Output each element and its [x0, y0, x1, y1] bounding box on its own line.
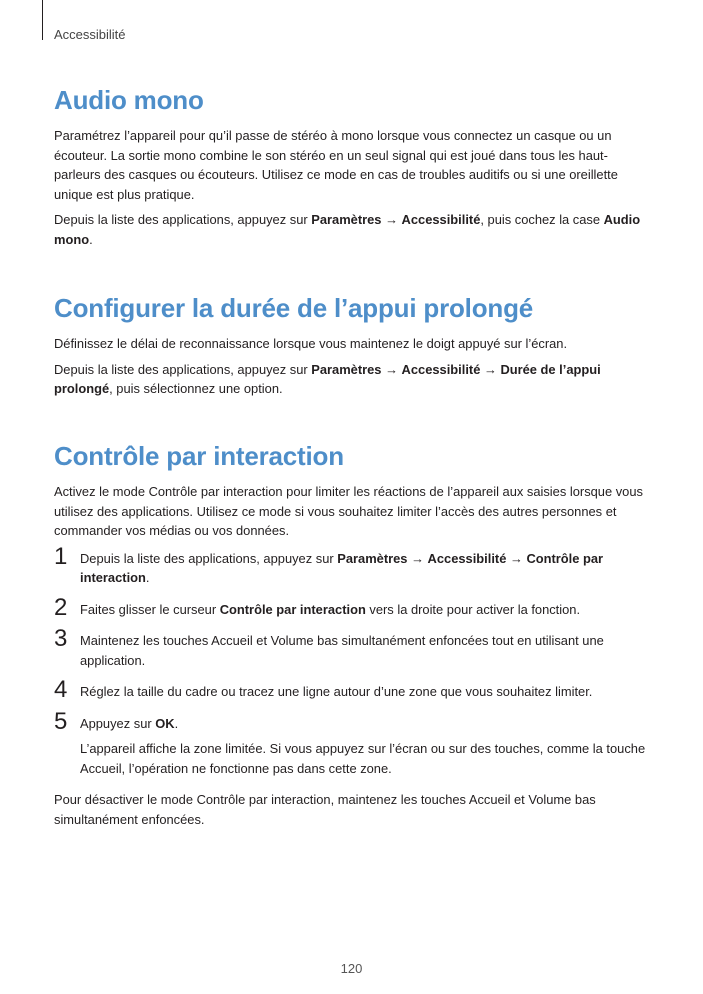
step-2: [54, 593, 654, 621]
header-rule: [42, 0, 43, 40]
step-text: Faites glisser le curseur Contrôle par interaction vers la droite pour activer la fonction.: [80, 601, 581, 617]
page-number: 120: [340, 961, 363, 976]
arrow: →: [480, 361, 501, 377]
running-header: Accessibilité: [54, 27, 126, 42]
menu-path-controle-interaction: Contrôle par interaction: [80, 550, 604, 585]
step-number: 5: [54, 707, 68, 735]
step-number: 4: [54, 676, 68, 703]
step-text: Appuyez sur OK.: [80, 715, 179, 731]
step-list: [54, 542, 654, 779]
arrow: →: [381, 361, 402, 377]
appui-description: Définissez le délai de reconnaissance lorsque vous maintenez le doigt appuyé sur l’écran.: [54, 336, 568, 351]
step-4: [54, 676, 654, 703]
section-title-audio-mono: Audio mono: [54, 85, 204, 115]
audio-mono-description: Paramétrez l’appareil pour qu’il passe de stéréo à mono lorsque vous connectez un casque ou un écouteur. La sortie mono combine le son stéréo en un seul signal qui est joué dans tous les haut-parleurs des casques ou écouteurs. Utilisez ce mode en cas de troubles auditifs ou si une oreillette unique est plus pratique.: [54, 128, 618, 202]
arrow: →: [407, 550, 428, 566]
menu-path-accessibilite: Accessibilité: [401, 361, 481, 377]
step-text: Maintenez les touches Accueil et Volume bas simultanément enfoncées tout en utilisant une application.: [80, 633, 604, 668]
step-5: [54, 707, 654, 779]
section-audio-mono: [54, 84, 654, 255]
option-audio-mono: Audio mono: [54, 212, 641, 247]
section-title-controle-interaction: Contrôle par interaction: [54, 441, 344, 471]
menu-path-parametres: Paramètres: [311, 212, 382, 227]
menu-path-parametres: Paramètres: [337, 550, 408, 566]
menu-path-duree-appui: Durée de l’appui prolongé: [54, 361, 601, 396]
menu-path-parametres: Paramètres: [311, 361, 382, 377]
step-number: 2: [54, 593, 68, 621]
step-number: 1: [54, 542, 68, 570]
arrow: →: [381, 212, 402, 227]
arrow: →: [506, 550, 527, 566]
controle-outro: Pour désactiver le mode Contrôle par interaction, maintenez les touches Accueil et Volume bas simultanément enfoncées.: [54, 792, 596, 827]
step-number: 3: [54, 625, 68, 652]
step-text: Depuis la liste des applications, appuyez sur Paramètres → Accessibilité → Contrôle par interaction.: [80, 550, 604, 585]
audio-mono-instructions: Depuis la liste des applications, appuyez sur Paramètres → Accessibilité, puis cochez la case Audio mono.: [54, 212, 641, 247]
step-1: [54, 542, 654, 588]
appui-instructions: Depuis la liste des applications, appuyez sur Paramètres → Accessibilité → Durée de l’appui prolongé, puis sélectionnez une option.: [54, 361, 601, 396]
menu-path-accessibilite: Accessibilité: [401, 212, 481, 227]
step-note: L’appareil affiche la zone limitée. Si vous appuyez sur l’écran ou sur des touches, comme la touche Accueil, l’opération ne fonctionne pas dans cette zone.: [80, 741, 646, 776]
controle-intro: Activez le mode Contrôle par interaction pour limiter les réactions de l’appareil aux saisies lorsque vous utilisez des applications. Utilisez ce mode si vous souhaitez limiter l’accès des autres personnes et commander vos médias ou vos données.: [54, 484, 643, 538]
menu-path-accessibilite: Accessibilité: [427, 550, 507, 566]
section-title-appui-prolonge: Configurer la durée de l’appui prolongé: [54, 293, 534, 323]
section-controle-interaction: [54, 440, 654, 835]
slider-label-controle-interaction: Contrôle par interaction: [219, 601, 366, 617]
section-appui-prolonge: [54, 292, 654, 405]
step-3: [54, 625, 654, 670]
ok-label: OK: [155, 715, 175, 731]
step-text: Réglez la taille du cadre ou tracez une ligne autour d’une zone que vous souhaitez limiter.: [80, 684, 593, 699]
